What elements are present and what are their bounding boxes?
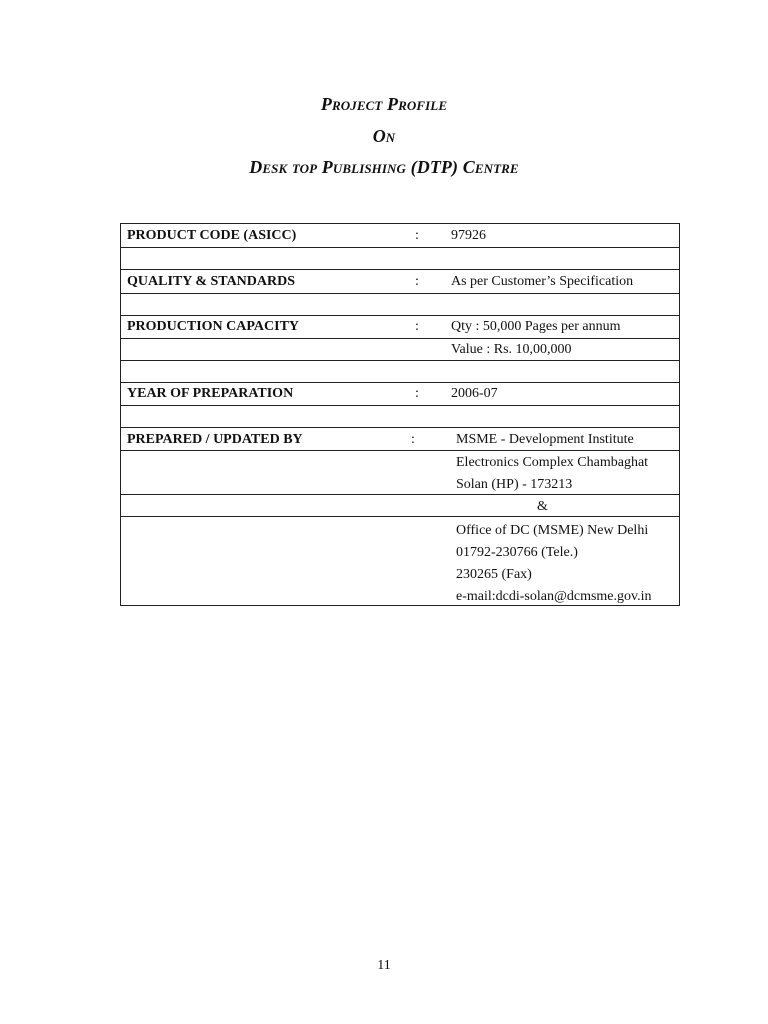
year-value: 2006-07 [451,386,498,401]
separator: : [415,319,419,334]
page-number: 11 [377,958,391,973]
prepared-line-2: Electronics Complex Chambaghat [456,455,649,470]
table-divider [121,382,679,383]
profile-table-upper [120,223,680,428]
capacity-qty: Qty : 50,000 Pages per annum [451,319,621,334]
separator: : [415,228,419,243]
table-divider [121,269,679,270]
product-code-value: 97926 [451,228,486,243]
table-divider [121,315,679,316]
table-divider [121,494,679,495]
year-label: YEAR OF PREPARATION [127,386,294,401]
office-line-2: 01792-230766 (Tele.) [456,545,578,560]
capacity-label: PRODUCTION CAPACITY [127,319,300,334]
title-dtp-acronym: (DTP) [410,157,459,177]
office-line-1: Office of DC (MSME) New Delhi [456,523,649,538]
office-line-4: e-mail:dcdi-solan@dcmsme.gov.in [456,589,652,604]
prepared-line-3: Solan (HP) - 173213 [456,477,573,492]
title-project-profile: Project Profile [320,94,448,114]
quality-label: QUALITY & STANDARDS [127,274,296,289]
title-on: On [372,126,396,146]
separator: : [411,432,415,447]
prepared-label: PREPARED / UPDATED BY [127,432,303,447]
prepared-line-1: MSME - Development Institute [456,432,634,447]
profile-table-lower [120,427,680,606]
quality-value: As per Customer’s Specification [451,274,634,289]
ampersand: & [537,499,548,514]
table-divider [121,247,679,248]
table-divider [121,516,679,517]
table-divider [121,293,679,294]
product-code-label: PRODUCT CODE (ASICC) [127,228,297,243]
title-dtp-prefix: Desk top Publishing [249,157,411,177]
table-divider [121,360,679,361]
table-divider [121,338,679,339]
table-divider [121,450,679,451]
office-line-3: 230265 (Fax) [456,567,532,582]
table-divider [121,405,679,406]
title-dtp-suffix: Centre [458,157,519,177]
title-dtp-centre [0,157,768,178]
separator: : [415,274,419,289]
capacity-value: Value : Rs. 10,00,000 [451,342,572,357]
separator: : [415,386,419,401]
